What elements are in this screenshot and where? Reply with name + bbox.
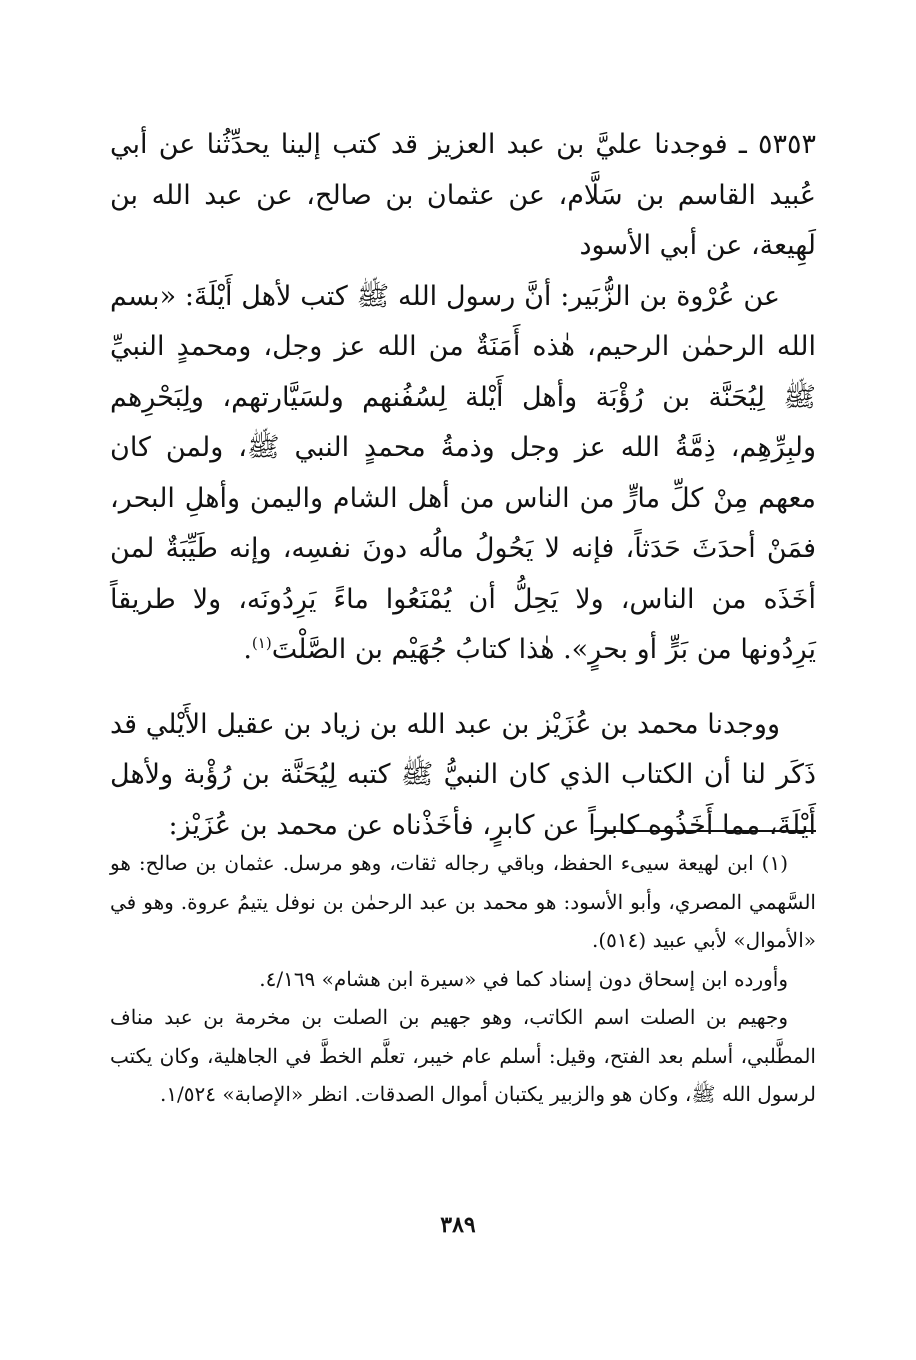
footnote-2: وأورده ابن إسحاق دون إسناد كما في «سيرة ابن هشام» ٤/١٦٩. — [259, 966, 788, 991]
hadith-end: . — [243, 634, 252, 665]
main-text — [110, 120, 816, 851]
footnote-divider — [594, 830, 816, 832]
footnote-1: (١) ابن لهيعة سيىء الحفظ، وباقي رجاله ثقات، وهو مرسل. عثمان بن صالح: هو السَّهمي المصري، وأبو الأسود: هو محمد بن عبد الرحمٰن بن نوفل يتيمُ عروة. وهو في «الأموال» لأبي عبيد (٥١٤). — [110, 851, 816, 952]
hadith-text-block — [110, 272, 816, 676]
hadith-text: عن عُرْوة بن الزُّبَير: أنَّ رسول الله ﷺ كتب لأهل أَيْلَةَ: «بسم الله الرحمٰن الرحيم، هٰذه أَمَنَةٌ من الله عز وجل، ومحمدٍ النبيِّ ﷺ لِيُحَنَّة بن رُؤْبَة وأهل أَيْلة لِسُفُنهم ولسَيَّارتهم، ولِبَحْرِهم ولبِرِّهِم، ذِمَّةُ الله عز وجل وذمةُ محمدٍ النبي ﷺ، ولمن كان معهم مِنْ كلِّ مارٍّ من الناس من أهل الشام واليمن وأهلِ البحر، فمَنْ أحدَثَ حَدَثاً، فإنه لا يَحُولُ مالُه دونَ نفسِه، وإنه طَيِّبَةٌ لمن أخَذَه من الناس، ولا يَحِلُّ أن يُمْنَعُوا ماءً يَرِدُونَه، ولا طريقاً يَرِدُونها من بَرٍّ أو بحرٍ». هٰذا كتابُ جُهَيْم بن الصَّلْتَ — [110, 280, 816, 665]
second-paragraph: ووجدنا محمد بن عُزَيْز بن عبد الله بن زياد بن عقيل الأَيْلي قد ذَكَر لنا أن الكتاب الذي كان النبيُّ ﷺ كتبه لِيُحَنَّة بن رُؤْبة ولأهل أَيْلَةَ، مما أَخَذُوه كابراً عن كابرٍ، فأخَذْناه عن محمد بن عُزَيْز: — [110, 708, 816, 841]
page-number: ٣٨٩ — [440, 1212, 476, 1238]
footnote-3: وجهيم بن الصلت اسم الكاتب، وهو جهيم بن الصلت بن مخرمة بن عبد مناف المطَّلبي، أسلم بعد الفتح، وقيل: أسلم عام خيبر، تعلَّم الخطَّ في الجاهلية، وكان يكتب لرسول الله ﷺ، وكان هو والزبير يكتبان أموال الصدقات. انظر «الإصابة» ١/٥٢٤. — [110, 1005, 816, 1106]
footnotes — [110, 844, 816, 1114]
hadith-isnad: ٥٣٥٣ ـ فوجدنا عليَّ بن عبد العزيز قد كتب إلينا يحدِّثُنا عن أبي عُبيد القاسم بن سَلَّام، عن عثمان بن صالح، عن عبد الله بن لَهِيعة، عن أبي الأسود — [110, 129, 816, 261]
footnote-marker: (١) — [251, 634, 272, 652]
